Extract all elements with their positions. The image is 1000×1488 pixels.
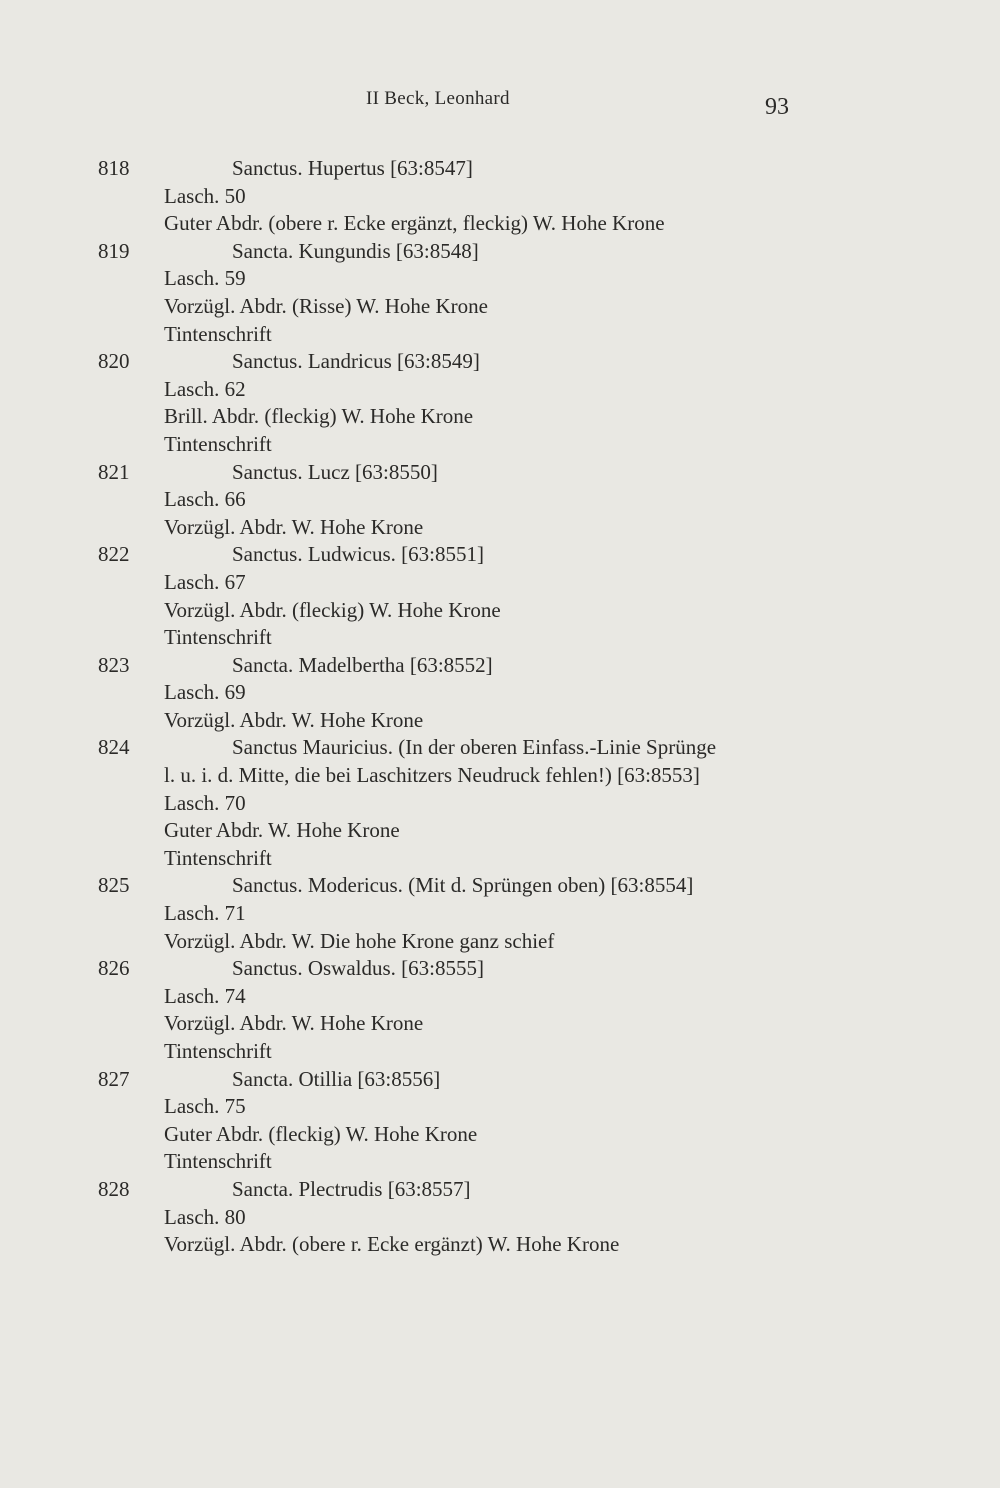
entry-detail-line: Vorzügl. Abdr. (Risse) W. Hohe Krone	[164, 293, 488, 318]
entry-number: 823	[98, 652, 130, 677]
catalog-entry	[0, 872, 1000, 955]
entry-detail-line: Tintenschrift	[164, 845, 272, 870]
entry-detail-line: Lasch. 80	[164, 1204, 246, 1229]
entry-list	[0, 155, 1000, 1259]
entry-number: 825	[98, 873, 130, 898]
entry-detail-line: Tintenschrift	[164, 321, 272, 346]
catalog-entry	[0, 1066, 1000, 1176]
entry-title: Sanctus. Ludwicus. [63:8551]	[232, 542, 484, 567]
entry-detail-line: Tintenschrift	[164, 1149, 272, 1174]
entry-detail-line: Lasch. 74	[164, 983, 246, 1008]
entry-number: 828	[98, 1176, 130, 1201]
entry-number: 827	[98, 1066, 130, 1091]
catalog-entry	[0, 955, 1000, 1065]
entry-title: Sancta. Madelbertha [63:8552]	[232, 652, 493, 677]
entry-detail-line: Guter Abdr. (fleckig) W. Hohe Krone	[164, 1121, 478, 1146]
entry-number: 820	[98, 349, 130, 374]
entry-title: Sanctus. Oswaldus. [63:8555]	[232, 956, 484, 981]
entry-detail-line: Lasch. 66	[164, 487, 246, 512]
entry-detail-line: Lasch. 70	[164, 790, 246, 815]
catalog-entry	[0, 541, 1000, 651]
entry-number: 824	[98, 735, 130, 760]
entry-detail-line: Guter Abdr. W. Hohe Krone	[164, 818, 400, 843]
entry-detail-line: Vorzügl. Abdr. W. Hohe Krone	[164, 514, 424, 539]
catalog-entry	[0, 238, 1000, 348]
entry-detail-line: Brill. Abdr. (fleckig) W. Hohe Krone	[164, 404, 474, 429]
catalog-entry	[0, 348, 1000, 458]
entry-number: 818	[98, 156, 130, 180]
entry-title: Sanctus. Lucz [63:8550]	[232, 459, 438, 484]
entry-detail-line: Lasch. 62	[164, 376, 246, 401]
catalog-entry	[0, 652, 1000, 735]
catalog-entry	[0, 1176, 1000, 1259]
entry-title: Sanctus. Hupertus [63:8547]	[232, 156, 473, 180]
entry-detail-line: Lasch. 75	[164, 1094, 246, 1119]
entry-number: 821	[98, 459, 130, 484]
entry-detail-line: Lasch. 59	[164, 266, 246, 291]
catalog-entry	[0, 155, 1000, 238]
entry-detail-line: Vorzügl. Abdr. W. Hohe Krone	[164, 1011, 424, 1036]
catalog-entry	[0, 459, 1000, 542]
entry-detail-line: Vorzügl. Abdr. W. Hohe Krone	[164, 707, 424, 732]
entry-detail-line: Lasch. 67	[164, 569, 246, 594]
entry-title: Sancta. Kungundis [63:8548]	[232, 238, 479, 263]
entry-detail-line: Vorzügl. Abdr. W. Die hohe Krone ganz schief	[164, 928, 555, 953]
entry-detail-line: Tintenschrift	[164, 431, 272, 456]
entry-detail-line: Lasch. 69	[164, 680, 246, 705]
entry-detail-line: Vorzügl. Abdr. (fleckig) W. Hohe Krone	[164, 597, 501, 622]
entry-detail-line: Lasch. 71	[164, 901, 246, 926]
entry-title: Sanctus Mauricius. (In der oberen Einfass.-Linie Sprünge	[232, 735, 717, 760]
running-head: II Beck, Leonhard	[366, 88, 510, 109]
entry-title: Sanctus. Landricus [63:8549]	[232, 349, 480, 374]
entry-title: Sancta. Otillia [63:8556]	[232, 1066, 441, 1091]
page-number: 93	[765, 94, 789, 120]
entry-number: 822	[98, 542, 130, 567]
entry-detail-line: Tintenschrift	[164, 625, 272, 650]
entry-detail-line: Guter Abdr. (obere r. Ecke ergänzt, fleckig) W. Hohe Krone	[164, 211, 665, 236]
entry-number: 819	[98, 238, 130, 263]
entry-detail-line: Tintenschrift	[164, 1039, 272, 1063]
entry-detail-line: Vorzügl. Abdr. (obere r. Ecke ergänzt) W. Hohe Krone	[164, 1232, 620, 1257]
catalog-entry	[0, 734, 1000, 872]
entry-title: Sanctus. Modericus. (Mit d. Sprüngen oben) [63:8554]	[232, 873, 694, 898]
entry-title: Sancta. Plectrudis [63:8557]	[232, 1176, 471, 1201]
entry-number: 826	[98, 956, 130, 981]
entry-detail-line: Lasch. 50	[164, 183, 246, 208]
entry-title-continuation: l. u. i. d. Mitte, die bei Laschitzers Neudruck fehlen!) [63:8553]	[164, 763, 700, 788]
